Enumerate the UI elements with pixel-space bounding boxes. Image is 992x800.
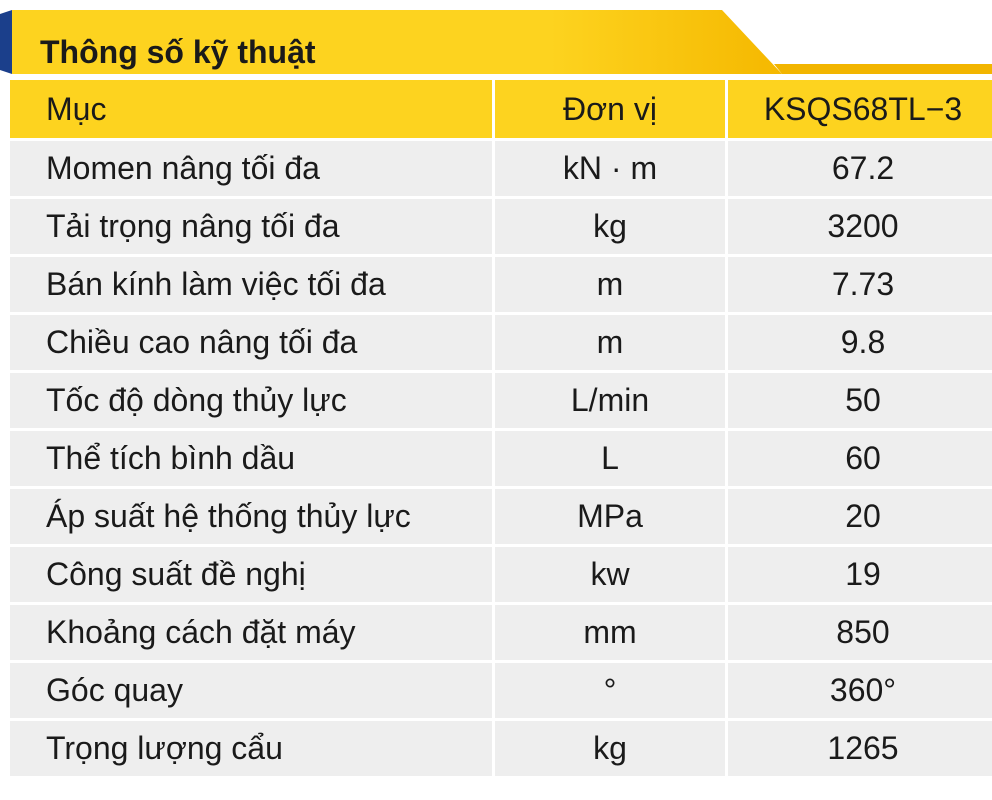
row-item: Chiều cao nâng tối đa (10, 315, 492, 373)
row-unit: L/min (492, 373, 725, 431)
table-header-row (10, 80, 992, 141)
row-value: 1265 (725, 721, 992, 779)
table-row (10, 489, 992, 547)
table-row (10, 141, 992, 199)
row-item: Khoảng cách đặt máy (10, 605, 492, 663)
table-row (10, 605, 992, 663)
table-row (10, 721, 992, 779)
row-item: Công suất đề nghị (10, 547, 492, 605)
header-model: KSQS68TL−3 (725, 80, 992, 141)
header-item: Mục (10, 80, 492, 141)
row-value: 19 (725, 547, 992, 605)
row-item: Tốc độ dòng thủy lực (10, 373, 492, 431)
row-value: 7.73 (725, 257, 992, 315)
row-unit: L (492, 431, 725, 489)
row-item: Góc quay (10, 663, 492, 721)
row-unit: ° (492, 663, 725, 721)
row-value: 67.2 (725, 141, 992, 199)
row-item: Áp suất hệ thống thủy lực (10, 489, 492, 547)
header-unit: Đơn vị (492, 80, 725, 141)
row-value: 9.8 (725, 315, 992, 373)
row-value: 50 (725, 373, 992, 431)
table-row (10, 547, 992, 605)
row-unit: m (492, 315, 725, 373)
table-row (10, 315, 992, 373)
row-item: Trọng lượng cẩu (10, 721, 492, 779)
row-item: Momen nâng tối đa (10, 141, 492, 199)
row-value: 360° (725, 663, 992, 721)
table-row (10, 373, 992, 431)
row-unit: mm (492, 605, 725, 663)
spec-table (10, 80, 992, 779)
row-unit: kw (492, 547, 725, 605)
row-unit: kg (492, 199, 725, 257)
row-value: 20 (725, 489, 992, 547)
row-item: Tải trọng nâng tối đa (10, 199, 492, 257)
row-item: Bán kính làm việc tối đa (10, 257, 492, 315)
row-value: 3200 (725, 199, 992, 257)
row-unit: MPa (492, 489, 725, 547)
table-row (10, 257, 992, 315)
row-unit: kg (492, 721, 725, 779)
table-row (10, 199, 992, 257)
table-row (10, 663, 992, 721)
page-title: Thông số kỹ thuật (40, 34, 316, 70)
row-value: 850 (725, 605, 992, 663)
row-item: Thể tích bình dầu (10, 431, 492, 489)
row-value: 60 (725, 431, 992, 489)
title-banner (0, 10, 992, 74)
row-unit: m (492, 257, 725, 315)
row-unit: kN · m (492, 141, 725, 199)
table-row (10, 431, 992, 489)
